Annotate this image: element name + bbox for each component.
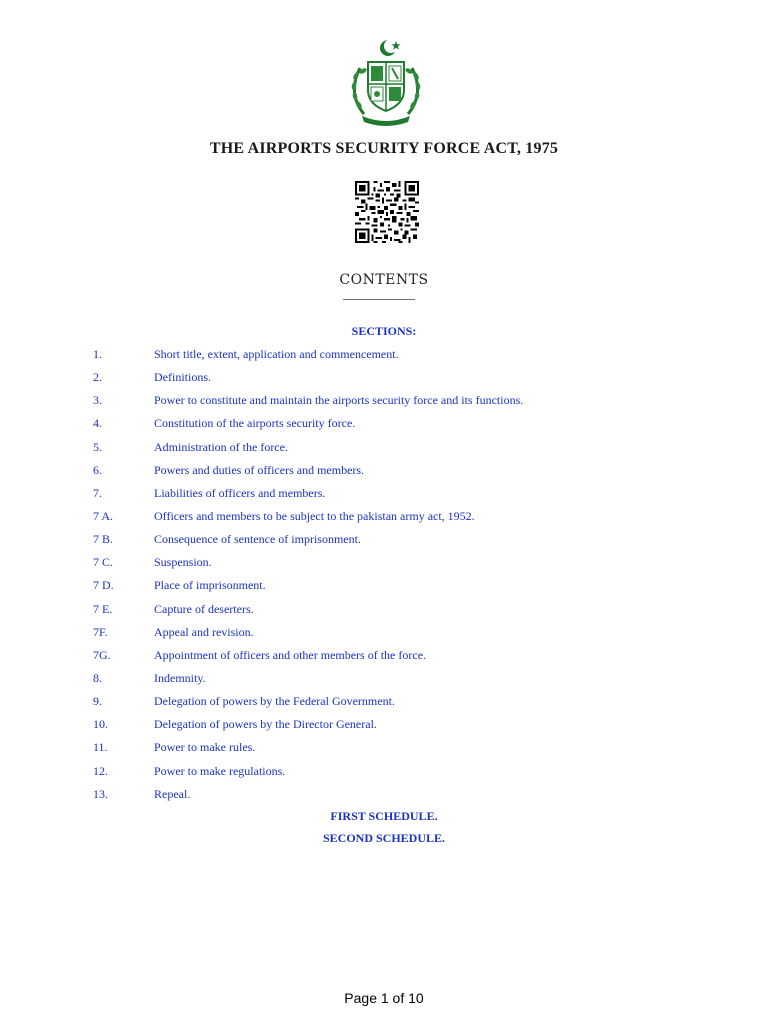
document-title: THE AIRPORTS SECURITY FORCE ACT, 1975 [209, 140, 559, 157]
sections-heading: SECTIONS: [351, 324, 417, 338]
section-number: 1. [93, 347, 102, 361]
section-title-link[interactable]: Indemnity. [154, 670, 206, 685]
section-title-link[interactable]: Appeal and revision. [154, 624, 254, 639]
section-title-link[interactable]: Short title, extent, application and commencement. [154, 347, 399, 361]
toc-entry[interactable] [0, 486, 768, 509]
section-number: 6. [93, 462, 102, 477]
state-emblem-icon [346, 38, 426, 128]
toc-entry[interactable] [0, 740, 768, 763]
toc-entry[interactable] [0, 416, 768, 439]
section-title-link[interactable]: Place of imprisonment. [154, 578, 266, 593]
table-of-contents [0, 347, 768, 810]
section-number: 3. [93, 393, 102, 408]
toc-entry[interactable] [0, 347, 768, 370]
toc-entry[interactable] [0, 532, 768, 555]
section-title-link[interactable]: Repeal. [154, 786, 191, 801]
section-number: 7F. [93, 624, 108, 639]
section-number: 10. [93, 717, 108, 732]
section-number: 5. [93, 439, 102, 454]
section-title-link[interactable]: Liabilities of officers and members. [154, 485, 326, 500]
section-title-link[interactable]: Capture of deserters. [154, 601, 254, 616]
section-title-link[interactable]: Consequence of sentence of imprisonment. [154, 532, 361, 547]
section-number: 12. [93, 763, 108, 778]
contents-divider [343, 299, 415, 300]
section-title-link[interactable]: Power to constitute and maintain the airports security force and its functions. [154, 393, 524, 408]
toc-entry[interactable] [0, 393, 768, 416]
second-schedule-link[interactable]: SECOND SCHEDULE. [322, 831, 446, 845]
section-number: 7 E. [93, 601, 113, 616]
page-indicator: Page 1 of 10 [344, 990, 424, 1006]
section-number: 7G. [93, 647, 111, 662]
section-title-link[interactable]: Power to make rules. [154, 740, 256, 755]
toc-entry[interactable] [0, 694, 768, 717]
contents-heading: CONTENTS [339, 272, 429, 288]
toc-entry[interactable] [0, 648, 768, 671]
section-number: 7. [93, 485, 102, 500]
toc-entry[interactable] [0, 440, 768, 463]
toc-entry[interactable] [0, 625, 768, 648]
section-number: 13. [93, 786, 108, 801]
section-title-link[interactable]: Powers and duties of officers and members. [154, 462, 365, 477]
section-title-link[interactable]: Administration of the force. [154, 439, 288, 454]
section-title-link[interactable]: Officers and members to be subject to the pakistan army act, 1952. [154, 508, 475, 523]
section-number: 7 A. [93, 508, 114, 523]
toc-entry[interactable] [0, 787, 768, 810]
section-title-link[interactable]: Delegation of powers by the Federal Government. [154, 694, 395, 709]
section-title-link[interactable]: Power to make regulations. [154, 763, 286, 778]
qr-code-icon[interactable] [355, 181, 419, 243]
toc-entry[interactable] [0, 509, 768, 532]
toc-entry[interactable] [0, 764, 768, 787]
section-title-link[interactable]: Appointment of officers and other members of the force. [154, 647, 427, 662]
section-title-link[interactable]: Delegation of powers by the Director General. [154, 717, 377, 732]
toc-entry[interactable] [0, 717, 768, 740]
toc-entry[interactable] [0, 555, 768, 578]
section-title-link[interactable]: Suspension. [154, 555, 212, 570]
toc-entry[interactable] [0, 671, 768, 694]
section-title-link[interactable]: Definitions. [154, 370, 211, 385]
section-number: 7 C. [93, 555, 114, 570]
toc-entry[interactable] [0, 370, 768, 393]
section-number: 8. [93, 670, 102, 685]
toc-entry[interactable] [0, 463, 768, 486]
toc-entry[interactable] [0, 602, 768, 625]
section-number: 4. [93, 416, 102, 431]
section-number: 7 D. [93, 578, 114, 593]
section-number: 7 B. [93, 532, 114, 547]
toc-entry[interactable] [0, 578, 768, 601]
first-schedule-link[interactable]: FIRST SCHEDULE. [330, 809, 438, 823]
section-number: 2. [93, 370, 102, 385]
section-title-link[interactable]: Constitution of the airports security force. [154, 416, 356, 431]
section-number: 9. [93, 694, 102, 709]
section-number: 11. [93, 740, 108, 755]
